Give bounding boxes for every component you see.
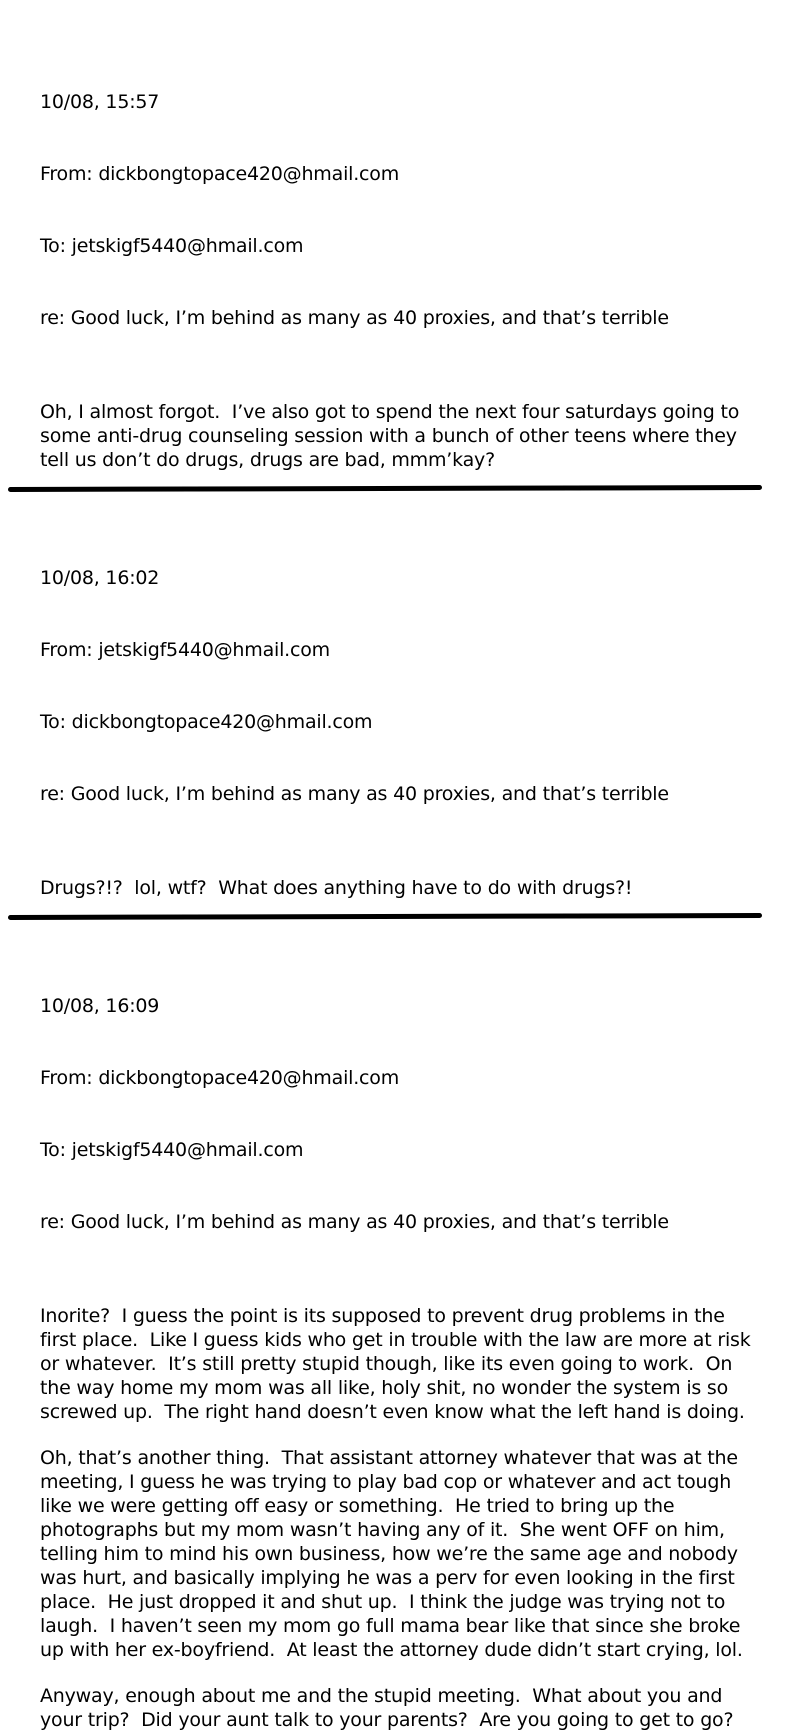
message-header <box>40 42 762 378</box>
message-header <box>40 518 762 854</box>
message-divider <box>8 913 762 920</box>
email-message <box>0 518 800 900</box>
message-subject: re: Good luck, I’m behind as many as 40 proxies, and that’s terrible <box>40 783 669 805</box>
email-message <box>0 946 800 1732</box>
message-to: To: jetskigf5440@hmail.com <box>40 235 304 257</box>
message-from: From: jetskigf5440@hmail.com <box>40 639 330 661</box>
message-subject: re: Good luck, I’m behind as many as 40 proxies, and that’s terrible <box>40 1211 669 1233</box>
message-timestamp: 10/08, 16:09 <box>40 995 160 1017</box>
email-message <box>0 42 800 472</box>
message-paragraph: Oh, that’s another thing. That assistant attorney whatever that was at the meeting, I guess he was trying to play bad cop or whatever and act tough like we were getting off easy or something. He tried to bring up the photographs but my mom wasn’t having any of it. She went OFF on him, telling him to mind his own business, how we’re the same age and nobody was hurt, and basically implying he was a perv for even looking in the first place. He just dropped it and shut up. I think the judge was trying not to laugh. I haven’t seen my mom go full mama bear like that since she broke up with her ex-boyfriend. At least the attorney dude didn’t start crying, lol. <box>40 1447 747 1661</box>
message-subject: re: Good luck, I’m behind as many as 40 proxies, and that’s terrible <box>40 307 669 329</box>
message-paragraph: Inorite? I guess the point is its supposed to prevent drug problems in the first place. Like I guess kids who get in trouble with the law are more at risk or whatever. It’s still pretty stupid though, like its even going to work. On the way home my mom was all like, holy shit, no wonder the system is so screwed up. The right hand doesn’t even know what the left hand is doing. <box>40 1305 757 1423</box>
message-divider <box>8 485 762 492</box>
message-to: To: dickbongtopace420@hmail.com <box>40 711 373 733</box>
message-to: To: jetskigf5440@hmail.com <box>40 1139 304 1161</box>
message-from: From: dickbongtopace420@hmail.com <box>40 1067 400 1089</box>
message-from: From: dickbongtopace420@hmail.com <box>40 163 400 185</box>
message-paragraph: Anyway, enough about me and the stupid meeting. What about you and your trip? Did your aunt talk to your parents? Are you going to get to go? <box>40 1685 734 1731</box>
message-paragraph: Oh, I almost forgot. I’ve also got to spend the next four saturdays going to some anti-drug counseling session with a bunch of other teens where they tell us don’t do drugs, drugs are bad, mmm’kay? <box>40 401 745 471</box>
message-timestamp: 10/08, 16:02 <box>40 567 160 589</box>
message-header <box>40 946 762 1282</box>
message-paragraph: Drugs?!? lol, wtf? What does anything have to do with drugs?! <box>40 877 633 899</box>
message-timestamp: 10/08, 15:57 <box>40 91 160 113</box>
